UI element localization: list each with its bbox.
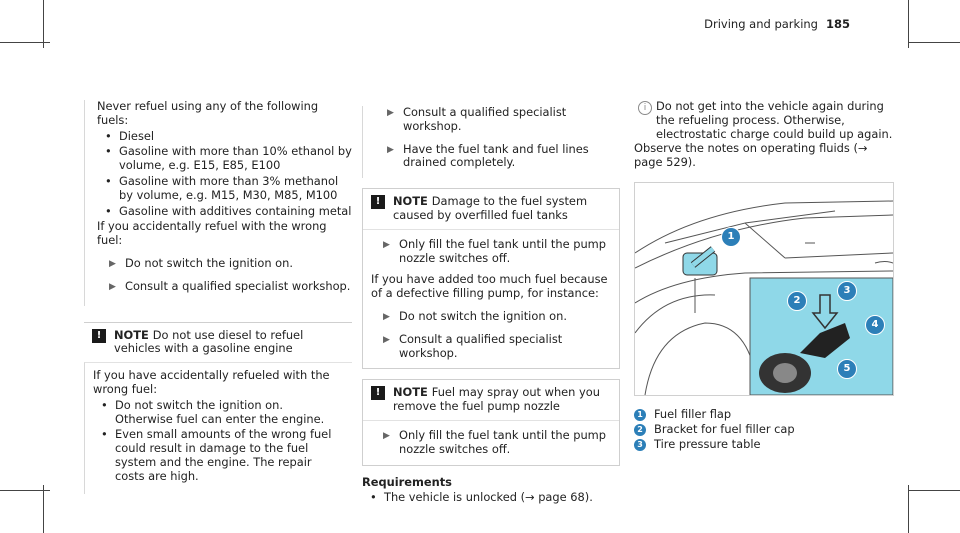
- triangle-right-icon: ▶: [383, 311, 390, 322]
- triangle-right-icon: ▶: [387, 144, 394, 155]
- fuel-warning-section: [84, 100, 352, 306]
- list-item: • Do not switch the ignition on. Otherwise fuel can enter the engine.: [93, 399, 344, 427]
- page-number: 185: [825, 17, 850, 31]
- fuel-list: [97, 130, 352, 219]
- step-item: ▶ Consult a qualified specialist workshop.: [109, 278, 351, 293]
- triangle-right-icon: ▶: [109, 258, 116, 269]
- exclamation-icon: !: [92, 329, 106, 343]
- column-1: [84, 100, 352, 494]
- callout-4: 4: [865, 315, 885, 335]
- list-item: • Gasoline with more than 10% ethanol by volume, e.g. E15, E85, E100: [97, 145, 352, 173]
- legend: [634, 408, 894, 451]
- legend-item: 2 Bracket for fuel filler cap: [634, 423, 894, 437]
- crop-mark: [908, 0, 909, 48]
- legend-item: 1 Fuel filler flap: [634, 408, 894, 422]
- list-item: • Even small amounts of the wrong fuel could result in damage to the fuel system and the engine. The repair costs are high.: [93, 428, 344, 483]
- step-item: ▶ Do not switch the ignition on.: [109, 255, 293, 270]
- requirements-list: [362, 491, 620, 505]
- fuel-filler-illustration: [634, 182, 894, 396]
- crop-mark: [43, 0, 44, 48]
- exclamation-icon: !: [371, 386, 385, 400]
- crop-mark: [0, 490, 50, 491]
- step-item: ▶ Consult a qualified specialist workshop.: [387, 105, 567, 133]
- requirements-title: Requirements: [362, 474, 452, 489]
- step-item: ▶ Consult a qualified specialist workshop.: [383, 331, 563, 360]
- triangle-right-icon: ▶: [383, 239, 390, 250]
- list-item: • Diesel: [97, 130, 352, 144]
- crop-mark: [908, 485, 909, 533]
- note-box: ! NOTE Damage to the fuel system caused by overfilled fuel tanks ▶ Only fill the fuel tank until the pump nozzle switches off. If you have added too much fuel because of a defective filling pump, for instance: ▶ Do not switch the ignition on. ▶ Consult a qualified specialist workshop.: [362, 188, 620, 369]
- note-header: ! NOTE Do not use diesel to refuel vehicles with a gasoline engine: [84, 323, 352, 363]
- list-item: • The vehicle is unlocked (→ page 68).: [362, 491, 620, 505]
- intro-text: Never refuel using any of the following fuels:: [97, 99, 319, 127]
- callout-5: 5: [837, 359, 857, 379]
- triangle-right-icon: ▶: [387, 108, 394, 118]
- note-box: [84, 322, 352, 494]
- page-header: [704, 18, 850, 32]
- step-item: ▶ Only fill the fuel tank until the pump nozzle switches off.: [383, 427, 607, 456]
- triangle-right-icon: ▶: [383, 334, 390, 345]
- list-item: • Gasoline with additives containing metal: [97, 205, 352, 219]
- info-circle-icon: i: [638, 101, 652, 115]
- steps-section: [362, 106, 620, 178]
- crop-mark: [908, 42, 960, 43]
- accident-text: If you accidentally refuel with the wrong fuel:: [97, 219, 327, 248]
- exclamation-icon: !: [371, 195, 385, 209]
- step-item: ▶ Do not switch the ignition on.: [383, 308, 567, 323]
- triangle-right-icon: ▶: [109, 281, 116, 292]
- crop-mark: [0, 42, 50, 43]
- callout-1: 1: [721, 227, 741, 247]
- crop-mark: [43, 485, 44, 533]
- section-title: Driving and parking: [704, 17, 818, 31]
- crop-mark: [908, 490, 960, 491]
- callout-3: 3: [837, 281, 857, 301]
- info-note: i Do not get into the vehicle again during the refueling process. Otherwise, electrostatic charge could build up again.: [634, 100, 894, 141]
- legend-item: 3 Tire pressure table: [634, 438, 894, 452]
- callout-2: 2: [787, 291, 807, 311]
- note-body: If you have accidentally refueled with the wrong fuel: • Do not switch the ignition on. Otherwise fuel can enter the engine. • Even small amounts of the wrong fuel could result in damage to the fuel system and the engine. The repair costs are high.: [84, 362, 352, 493]
- step-item: ▶ Have the fuel tank and fuel lines drained completely.: [387, 141, 589, 170]
- triangle-right-icon: ▶: [383, 430, 390, 441]
- note-box: ! NOTE Fuel may spray out when you remove the fuel pump nozzle ▶ Only fill the fuel tank until the pump nozzle switches off.: [362, 379, 620, 465]
- observe-text: Observe the notes on operating fluids (→ page 529).: [634, 141, 868, 170]
- column-2: [362, 100, 620, 507]
- column-3: [634, 100, 894, 452]
- step-item: ▶ Only fill the fuel tank until the pump nozzle switches off.: [383, 236, 607, 265]
- list-item: • Gasoline with more than 3% methanol by volume, e.g. M15, M30, M85, M100: [97, 175, 352, 203]
